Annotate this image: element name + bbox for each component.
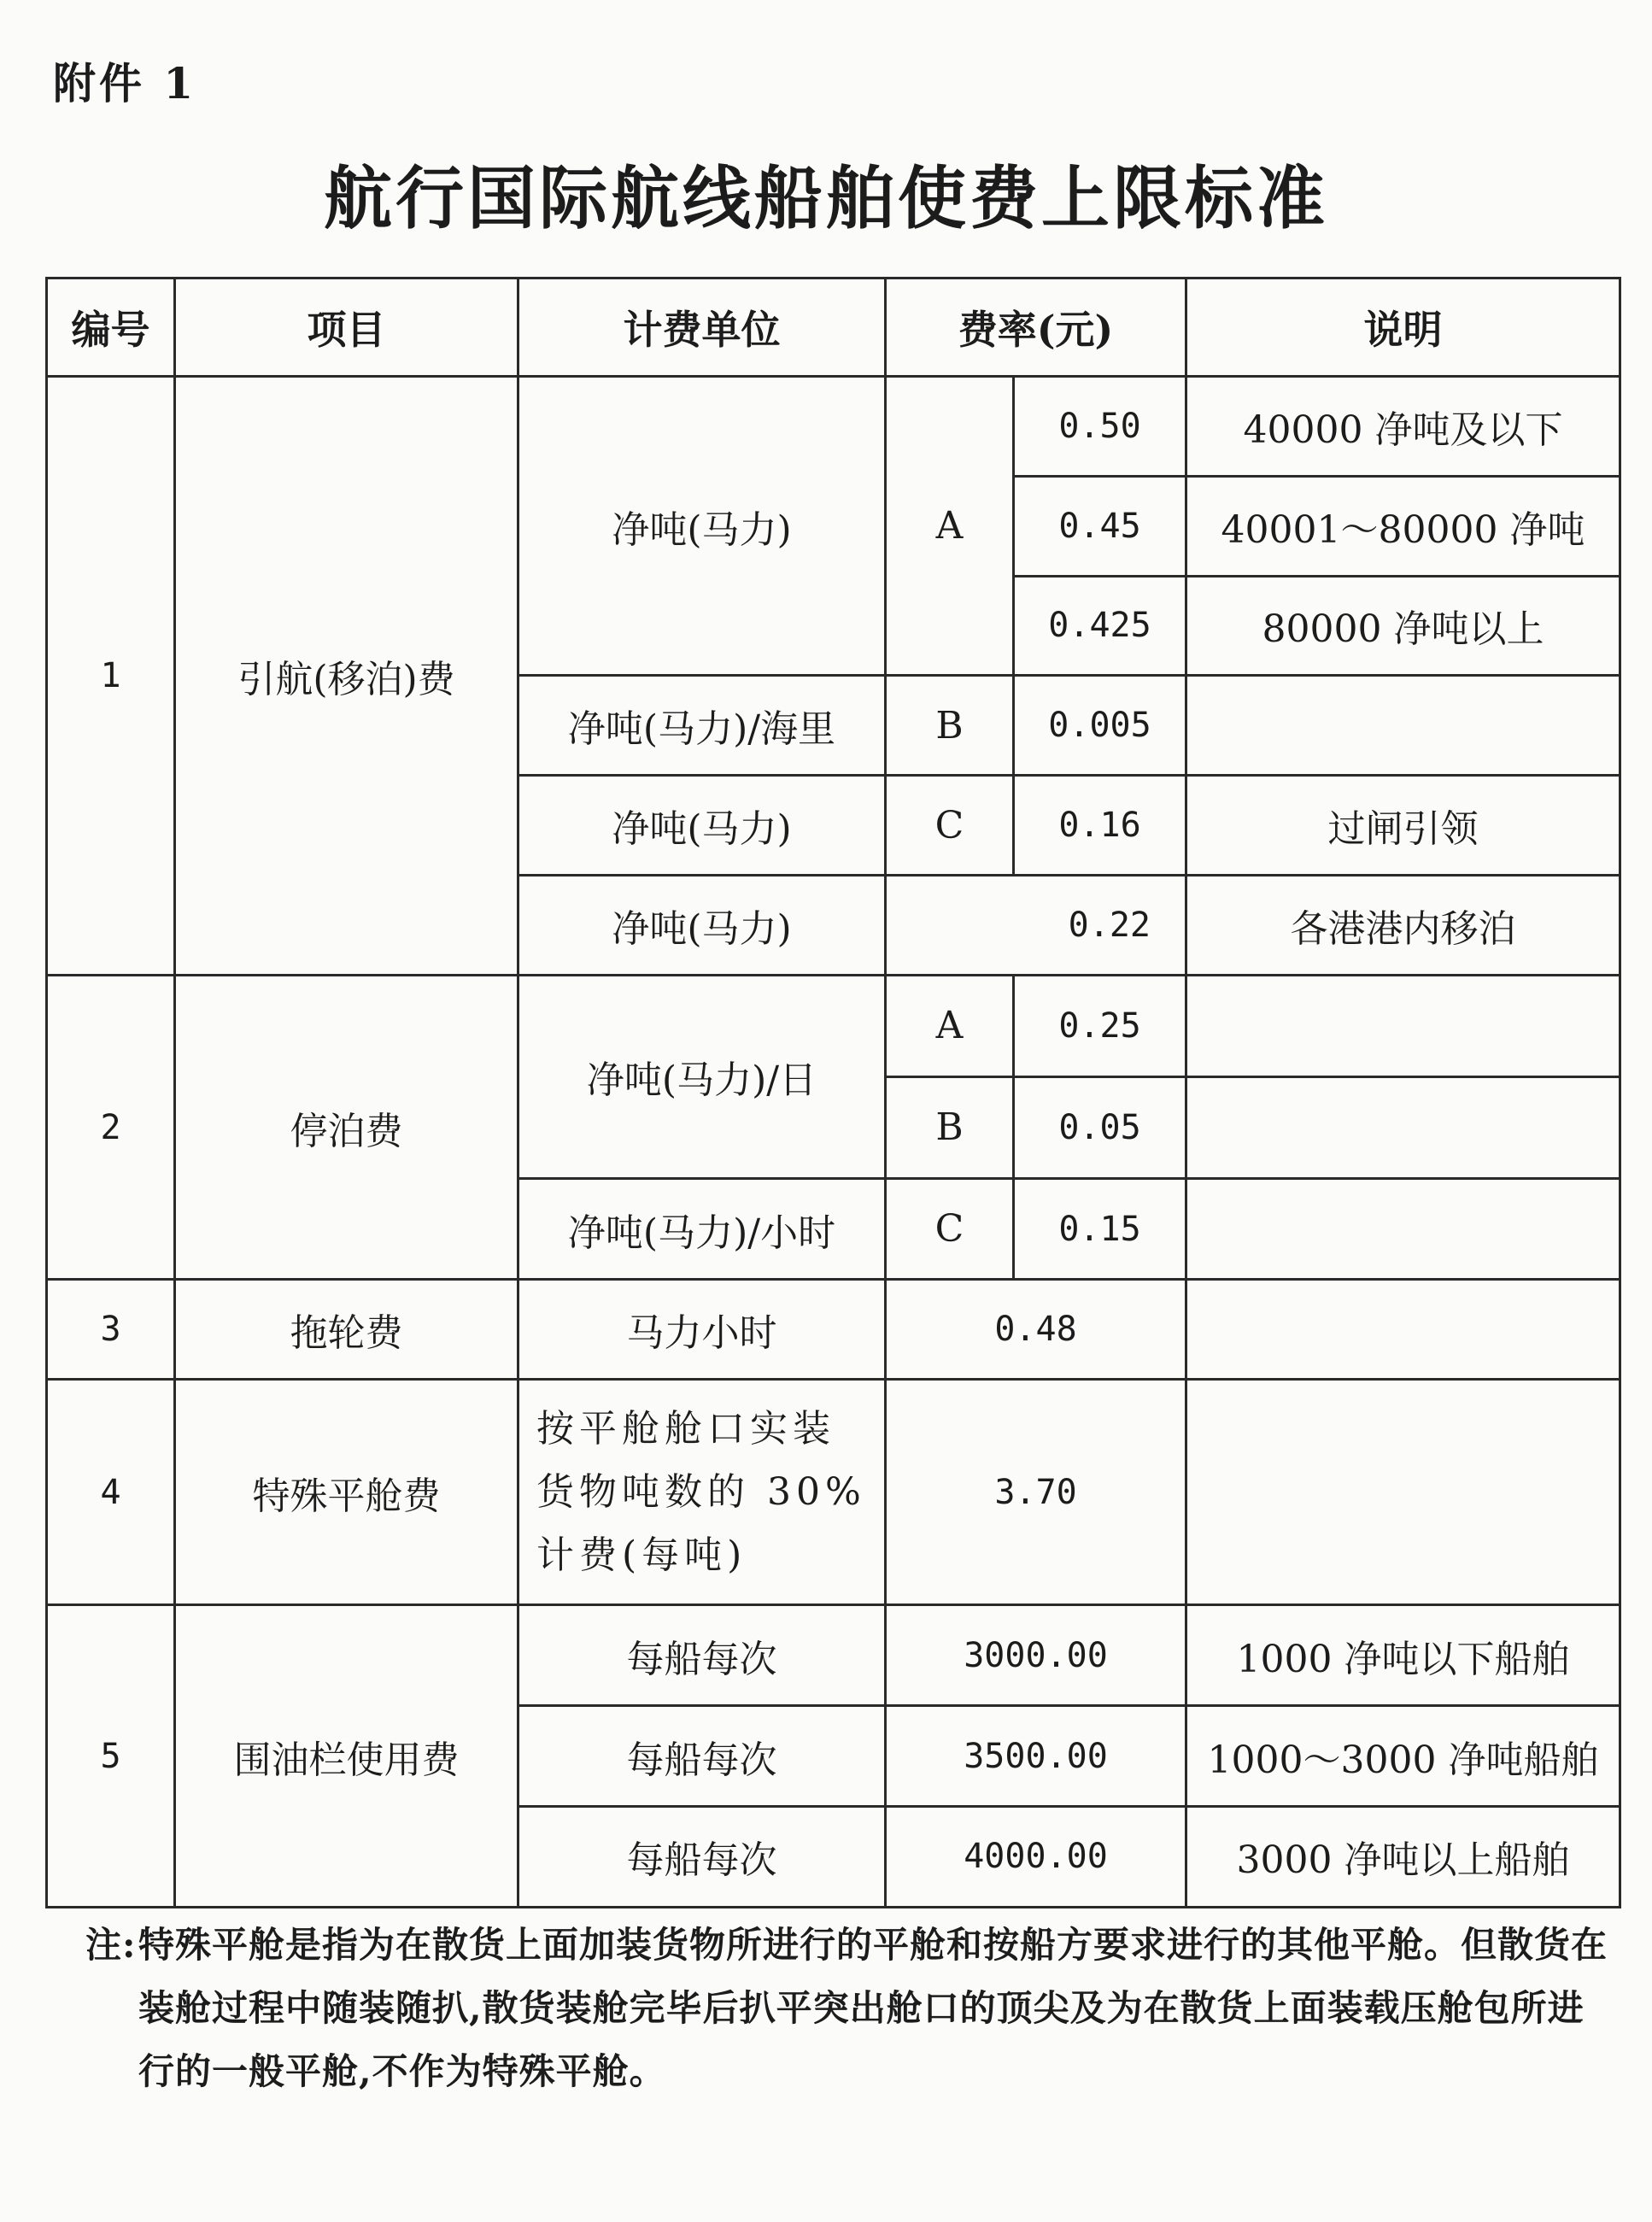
row-unit: 净吨(马力) xyxy=(518,876,886,976)
rate-value: 3500.00 xyxy=(886,1706,1186,1807)
table-row xyxy=(47,1380,1620,1605)
header-number: 编号 xyxy=(47,278,175,377)
table-row xyxy=(47,1605,1620,1706)
row-unit: 每船每次 xyxy=(518,1605,886,1706)
row-number: 4 xyxy=(47,1380,175,1605)
row-number: 1 xyxy=(47,376,175,975)
row-remark xyxy=(1186,975,1620,1076)
row-remark: 40001～80000 净吨 xyxy=(1186,476,1620,576)
footnote xyxy=(85,1914,1614,2103)
fee-table xyxy=(45,277,1621,1908)
rate-class: A xyxy=(886,376,1014,676)
row-unit: 净吨(马力) xyxy=(518,776,886,876)
rate-value: 4000.00 xyxy=(886,1806,1186,1907)
row-remark xyxy=(1186,1178,1620,1280)
table-row xyxy=(47,975,1620,1076)
row-remark: 过闸引领 xyxy=(1186,776,1620,876)
row-item: 拖轮费 xyxy=(175,1280,518,1380)
rate-value: 3.70 xyxy=(886,1380,1186,1605)
row-unit: 按平舱舱口实装货物吨数的 30% 计费(每吨) xyxy=(518,1380,886,1605)
row-remark xyxy=(1186,1280,1620,1380)
header-item: 项目 xyxy=(175,278,518,377)
rate-value: 0.50 xyxy=(1014,376,1186,476)
rate-class: C xyxy=(886,776,1014,876)
row-remark: 80000 净吨以上 xyxy=(1186,576,1620,676)
rate-value: 0.16 xyxy=(1014,776,1186,876)
footnote-label: 注: xyxy=(85,1924,137,1966)
row-number: 3 xyxy=(47,1280,175,1380)
rate-value: 0.45 xyxy=(1014,476,1186,576)
rate-value: 0.22 xyxy=(886,876,1186,976)
rate-class: A xyxy=(886,975,1014,1076)
row-unit: 净吨(马力)/日 xyxy=(518,975,886,1178)
rate-value: 0.425 xyxy=(1014,576,1186,676)
rate-class: B xyxy=(886,676,1014,776)
attachment-label: 附件 1 xyxy=(53,58,197,108)
row-remark xyxy=(1186,676,1620,776)
row-number: 2 xyxy=(47,975,175,1280)
row-unit: 每船每次 xyxy=(518,1706,886,1807)
rate-value: 0.05 xyxy=(1014,1076,1186,1178)
row-item: 特殊平舱费 xyxy=(175,1380,518,1605)
row-unit: 净吨(马力)/海里 xyxy=(518,676,886,776)
row-unit: 净吨(马力) xyxy=(518,376,886,676)
row-unit: 每船每次 xyxy=(518,1806,886,1907)
row-item: 围油栏使用费 xyxy=(175,1605,518,1908)
row-remark: 40000 净吨及以下 xyxy=(1186,376,1620,476)
table-header-row xyxy=(47,278,1620,377)
row-unit: 马力小时 xyxy=(518,1280,886,1380)
footnote-text: 特殊平舱是指为在散货上面加装货物所进行的平舱和按船方要求进行的其他平舱。但散货在装舱过程中随装随扒,散货装舱完毕后扒平突出舱口的顶尖及为在散货上面装载压舱包所进行的一般平舱,不作为特殊平舱。 xyxy=(138,1924,1608,2092)
row-unit: 净吨(马力)/小时 xyxy=(518,1178,886,1280)
document-title: 航行国际航线船舶使费上限标准 xyxy=(324,158,1328,238)
rate-value: 3000.00 xyxy=(886,1605,1186,1706)
rate-value: 0.15 xyxy=(1014,1178,1186,1280)
table-row xyxy=(47,1280,1620,1380)
row-number: 5 xyxy=(47,1605,175,1908)
header-rate: 费率(元) xyxy=(886,278,1186,377)
header-unit: 计费单位 xyxy=(518,278,886,377)
row-remark xyxy=(1186,1380,1620,1605)
rate-value: 0.25 xyxy=(1014,975,1186,1076)
row-remark xyxy=(1186,1076,1620,1178)
row-item: 引航(移泊)费 xyxy=(175,376,518,975)
header-remark: 说明 xyxy=(1186,278,1620,377)
row-remark: 1000 净吨以下船舶 xyxy=(1186,1605,1620,1706)
row-remark: 3000 净吨以上船舶 xyxy=(1186,1806,1620,1907)
rate-class: C xyxy=(886,1178,1014,1280)
row-remark: 各港港内移泊 xyxy=(1186,876,1620,976)
rate-value: 0.005 xyxy=(1014,676,1186,776)
table-row xyxy=(47,376,1620,476)
row-item: 停泊费 xyxy=(175,975,518,1280)
row-remark: 1000～3000 净吨船舶 xyxy=(1186,1706,1620,1807)
rate-class: B xyxy=(886,1076,1014,1178)
rate-value: 0.48 xyxy=(886,1280,1186,1380)
